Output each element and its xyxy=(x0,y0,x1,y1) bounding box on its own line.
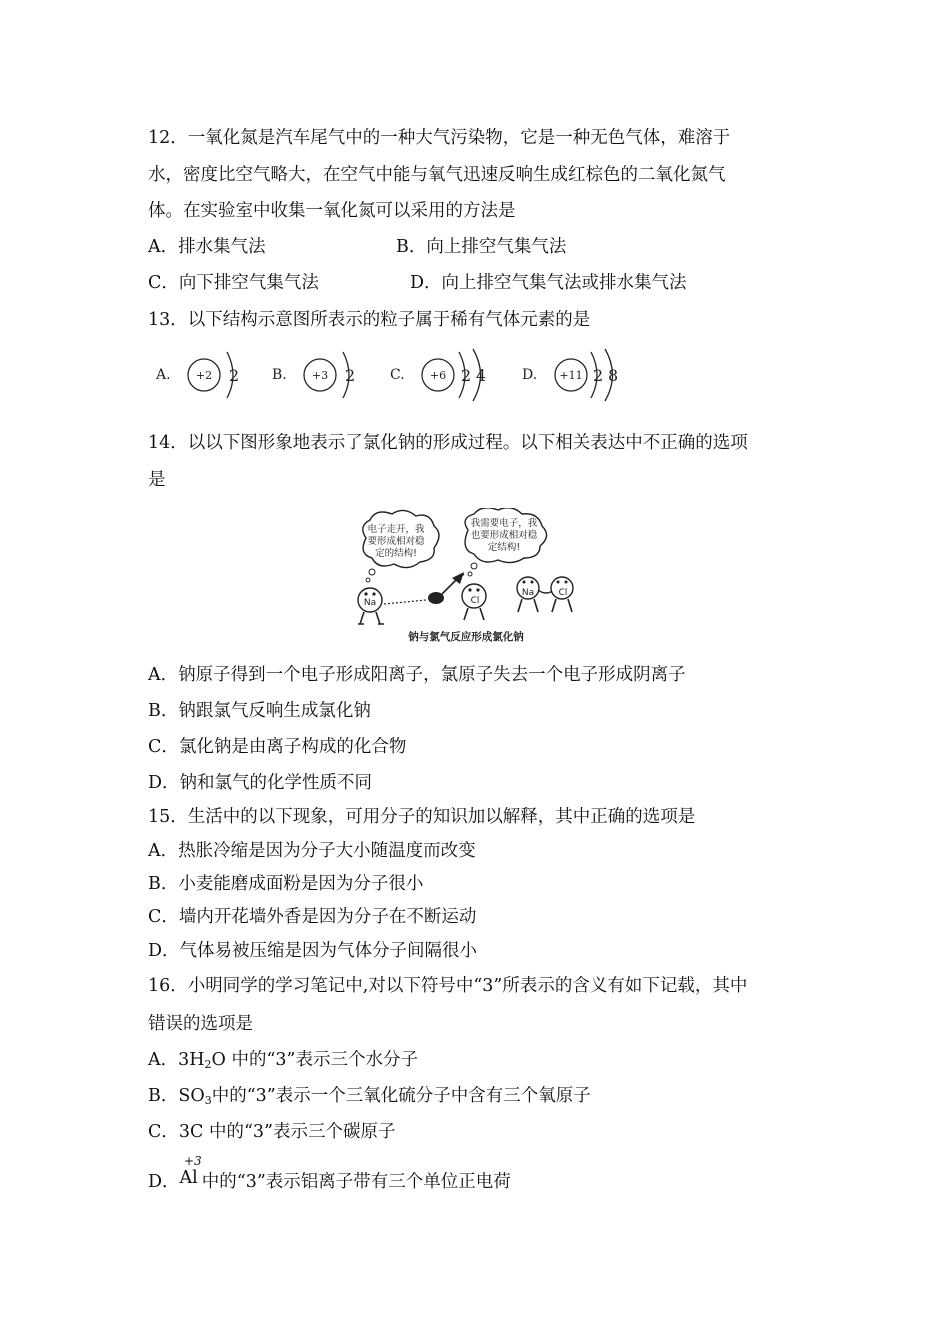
diagram-a-shell-1-count: 2 xyxy=(229,366,240,385)
q16-option-a-rest: O 中的“3”表示三个水分子 xyxy=(211,1050,418,1070)
diagram-b-shell-1-count: 2 xyxy=(345,366,356,385)
diagram-c-shell-1-count: 2 xyxy=(461,366,472,385)
q12-option-a: A．排水集气法 xyxy=(148,237,266,257)
q14-option-d: D．钠和氯气的化学性质不同 xyxy=(148,773,373,793)
sodium-ion-label: Na xyxy=(521,588,535,598)
diagram-c-label: C. xyxy=(390,367,405,383)
q12-stem-line-1: 12．一氧化氮是汽车尾气中的一种大气污染物，它是一种无色气体，难溶于 xyxy=(148,128,731,148)
diagram-d-shell-2-count: 8 xyxy=(608,366,619,385)
sodium-atom-label: Na xyxy=(363,598,377,608)
left-bubble-line-1: 电子走开，我 xyxy=(367,524,425,535)
q16-option-b-subscript: 3 xyxy=(204,1094,212,1107)
q15-option-c: C．墙内开花墙外香是因为分子在不断运动 xyxy=(148,907,477,927)
q16-option-c: C．3C 中的“3”表示三个碳原子 xyxy=(148,1122,396,1142)
q12-option-c: C．向下排空气集气法 xyxy=(148,273,319,293)
structure-diagram-b xyxy=(272,352,355,398)
sodium-ion-character xyxy=(517,577,539,612)
q16-option-d-rest: 中的“3”表示铝离子带有三个单位正电荷 xyxy=(201,1172,511,1192)
chlorine-atom-label: Cl xyxy=(470,596,480,606)
right-bubble-line-2: 也要形成相对稳 xyxy=(470,530,538,541)
q15-stem: 15．生活中的以下现象，可用分子的知识加以解释，其中正确的选项是 xyxy=(148,807,696,827)
q12-stem-line-2: 水，密度比空气略大，在空气中能与氧气迅速反响生成红棕色的二氧化氮气 xyxy=(148,165,726,185)
diagram-a-nucleus: +2 xyxy=(195,369,213,382)
q15-option-b: B．小麦能磨成面粉是因为分子很小 xyxy=(148,874,424,894)
q16-stem-line-2: 错误的选项是 xyxy=(148,1014,253,1034)
q12-option-d: D．向上排空气集气法或排水集气法 xyxy=(410,273,687,293)
q14-option-b: B．钠跟氯气反响生成氯化钠 xyxy=(148,701,371,721)
q16-option-d-charge: +3 xyxy=(184,1154,202,1168)
q14-stem-line-1: 14．以以下图形象地表示了氯化钠的形成过程。以下相关表达中不正确的选项 xyxy=(148,433,748,453)
electron-path xyxy=(384,600,426,604)
q13-stem: 13．以下结构示意图所表示的粒子属于稀有气体元素的是 xyxy=(148,310,591,330)
q16-option-a-subscript: 2 xyxy=(204,1058,212,1071)
q16-option-a xyxy=(148,1049,418,1071)
chloride-ion-character xyxy=(551,577,573,612)
right-bubble-line-3: 定结构! xyxy=(487,542,521,553)
sodium-atom-character xyxy=(358,588,384,624)
q14-stem-line-2: 是 xyxy=(148,470,166,490)
left-bubble-line-2: 要形成相对稳 xyxy=(367,536,425,547)
chlorine-atom-character xyxy=(462,584,486,620)
q16-option-b-rest: 中的“3”表示一个三氧化硫分子中含有三个氧原子 xyxy=(211,1086,591,1106)
q16-stem-line-1: 16．小明同学的学习笔记中,对以下符号中“3”所表示的含义有如下记载，其中 xyxy=(148,976,748,996)
q16-option-d-prefix: D． xyxy=(148,1172,180,1192)
q16-option-a-prefix: A．3H xyxy=(148,1050,205,1070)
q16-option-d xyxy=(148,1168,511,1193)
q14-option-c: C．氯化钠是由离子构成的化合物 xyxy=(148,737,407,757)
structure-diagram-c xyxy=(390,349,486,401)
right-speech-bubble xyxy=(465,508,546,576)
sodium-chloride-formation-illustration xyxy=(356,508,576,646)
left-bubble-line-3: 定的结构! xyxy=(375,548,417,559)
butterfly-net xyxy=(428,572,464,604)
q16-option-d-symbol: Al xyxy=(179,1168,198,1188)
diagram-d-nucleus: +11 xyxy=(559,369,583,382)
diagram-d-label: D. xyxy=(522,367,538,383)
q15-option-d: D．气体易被压缩是因为气体分子间隔很小 xyxy=(148,941,478,961)
illustration-caption: 钠与氯气反应形成氯化钠 xyxy=(408,631,524,643)
q12-option-b: B．向上排空气集气法 xyxy=(396,237,567,257)
structure-diagram-a xyxy=(155,352,239,398)
diagram-d-shell-1-count: 2 xyxy=(593,366,604,385)
right-bubble-line-1: 我需要电子，我 xyxy=(470,518,538,529)
diagram-c-shell-2-count: 4 xyxy=(476,366,487,385)
atomic-structure-diagrams xyxy=(150,346,630,404)
q15-option-a: A．热胀冷缩是因为分子大小随温度而改变 xyxy=(148,841,476,861)
diagram-c-nucleus: +6 xyxy=(429,369,447,382)
q14-option-a: A．钠原子得到一个电子形成阳离子，氯原子失去一个电子形成阴离子 xyxy=(148,665,686,685)
q16-option-b xyxy=(148,1085,591,1107)
q12-stem-line-3: 体。在实验室中收集一氧化氮可以采用的方法是 xyxy=(148,201,516,221)
structure-diagram-d xyxy=(522,349,618,401)
diagram-a-label: A. xyxy=(156,367,171,383)
diagram-b-label: B. xyxy=(272,367,287,383)
q16-option-b-prefix: B．SO xyxy=(148,1086,205,1106)
diagram-b-nucleus: +3 xyxy=(311,369,329,382)
left-speech-bubble xyxy=(363,510,439,582)
chloride-ion-label: Cl xyxy=(558,588,568,598)
